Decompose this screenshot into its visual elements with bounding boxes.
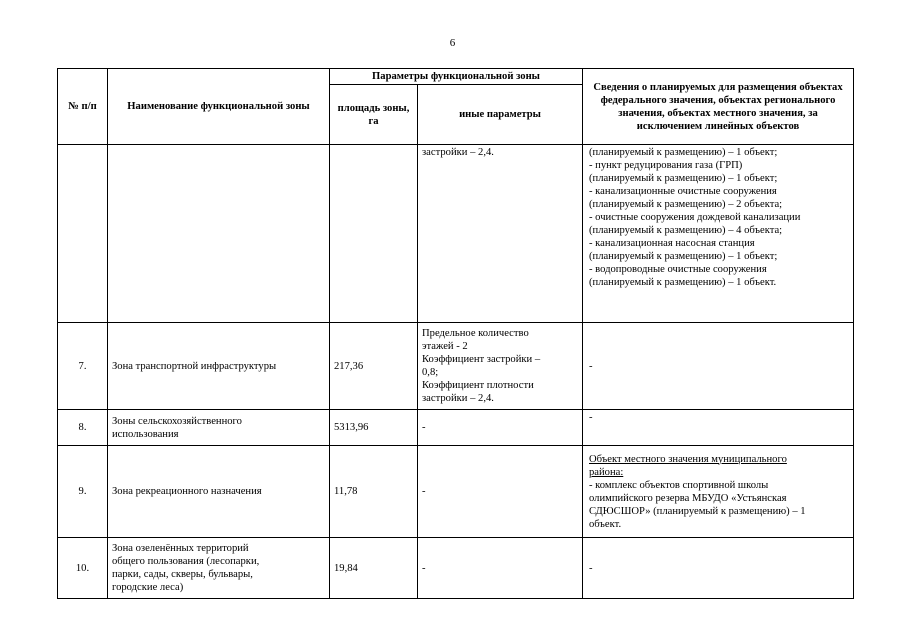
- text-line: (планируемый к размещению) – 4 объекта;: [589, 225, 783, 236]
- cell-num: 7.: [58, 323, 108, 410]
- text-line: - комплекс объектов спортивной школы: [589, 479, 769, 491]
- text-line: олимпийского резерва МБУДО «Устьянская: [589, 492, 787, 504]
- cell-area: 19,84: [330, 538, 418, 599]
- cell-other: -: [418, 446, 583, 538]
- text-line: Коэффициент плотности: [422, 380, 534, 391]
- cell-info: [583, 446, 854, 538]
- cell-info: -: [583, 538, 854, 599]
- cell-num: 10.: [58, 538, 108, 599]
- table-row-continuation: [58, 145, 854, 323]
- text-line: - канализационные очистные сооружения: [589, 186, 777, 197]
- header-row: [58, 69, 854, 85]
- table-row: [58, 410, 854, 446]
- text-line: парки, сады, скверы, бульвары,: [112, 569, 253, 580]
- cell-info: -: [583, 410, 854, 446]
- text-line: - водопроводные очистные сооружения: [589, 264, 767, 275]
- cell-name: [108, 145, 330, 323]
- text-line: (планируемый к размещению) – 1 объект.: [589, 277, 777, 288]
- text-line: Предельное количество: [422, 328, 529, 339]
- text-line: Коэффициент застройки –: [422, 354, 541, 365]
- text-line: объект.: [589, 518, 622, 530]
- table-row: [58, 446, 854, 538]
- cell-info: -: [583, 323, 854, 410]
- text-line: застройки – 2,4.: [422, 147, 494, 158]
- cell-name: Зона рекреационного назначения: [108, 446, 330, 538]
- text-line: 0,8;: [422, 367, 439, 378]
- cell-num: [58, 145, 108, 323]
- text-line: городские леса): [112, 582, 184, 593]
- text-line: Зона озеленённых территорий: [112, 543, 249, 554]
- cell-name: [108, 410, 330, 446]
- text-line: - пункт редуцирования газа (ГРП): [589, 160, 743, 171]
- text-line: (планируемый к размещению) – 1 объект;: [589, 251, 778, 262]
- header-params-group: Параметры функциональной зоны: [330, 69, 583, 85]
- cell-info: [583, 145, 854, 323]
- info-heading: Объект местного значения муниципального: [589, 453, 787, 465]
- cell-num: 8.: [58, 410, 108, 446]
- table-row: [58, 538, 854, 599]
- cell-area: [330, 145, 418, 323]
- text-line: Зоны сельскохозяйственного: [112, 415, 242, 427]
- cell-other: [418, 323, 583, 410]
- header-name: Наименование функциональной зоны: [108, 69, 330, 145]
- header-info: Сведения о планируемых для размещения объектах федерального значения, объектах регионального значения, объектах местного значения, за исключением линейных объектов: [583, 69, 854, 145]
- text-line: (планируемый к размещению) – 2 объекта;: [589, 199, 783, 210]
- text-line: использования: [112, 428, 179, 440]
- header-num: № п/п: [58, 69, 108, 145]
- text-line: - канализационная насосная станция: [589, 238, 755, 249]
- functional-zones-table: [57, 68, 854, 599]
- page-number: 6: [449, 37, 456, 49]
- cell-other: -: [418, 410, 583, 446]
- text-line: (планируемый к размещению) – 1 объект;: [589, 173, 778, 184]
- text-line: СДЮСШОР» (планируемый к размещению) – 1: [589, 505, 806, 517]
- cell-other: -: [418, 538, 583, 599]
- cell-num: 9.: [58, 446, 108, 538]
- cell-name: [108, 538, 330, 599]
- cell-area: 5313,96: [330, 410, 418, 446]
- text-line: общего пользования (лесопарки,: [112, 556, 260, 567]
- cell-area: 11,78: [330, 446, 418, 538]
- cell-area: 217,36: [330, 323, 418, 410]
- text-line: этажей - 2: [422, 341, 468, 352]
- cell-other: [418, 145, 583, 323]
- header-other: иные параметры: [418, 85, 583, 145]
- header-area: площадь зоны, га: [330, 85, 418, 145]
- cell-name: Зона транспортной инфраструктуры: [108, 323, 330, 410]
- info-heading: района:: [589, 466, 624, 478]
- text-line: (планируемый к размещению) – 1 объект;: [589, 147, 778, 158]
- text-line: застройки – 2,4.: [422, 393, 494, 404]
- text-line: - очистные сооружения дождевой канализации: [589, 212, 801, 223]
- table-row: [58, 323, 854, 410]
